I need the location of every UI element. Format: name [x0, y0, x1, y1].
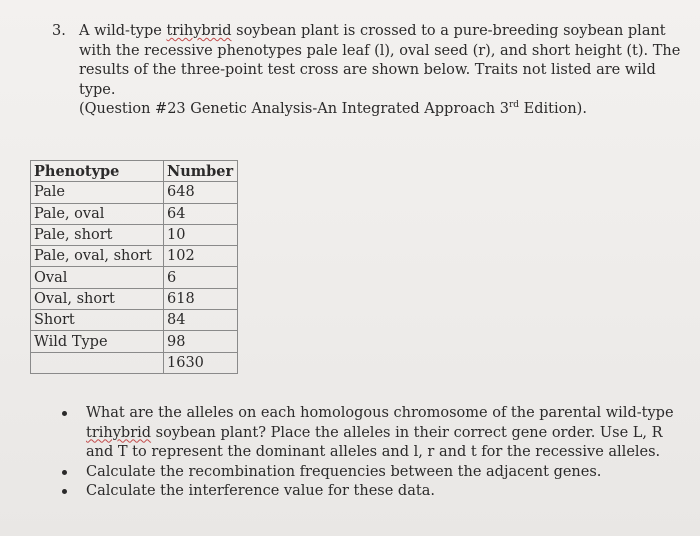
task-1-rest: soybean plant? Place the alleles in their correct gene order. Use L, R and T to represent the dominant alleles and l, r and t for the recessive alleles.: [86, 424, 663, 460]
number-cell: 102: [164, 246, 238, 267]
phenotype-cell: Oval: [31, 267, 164, 288]
total-number-cell: 1630: [164, 352, 238, 373]
phenotype-cell: Pale, short: [31, 224, 164, 245]
question-text-start: A wild-type: [79, 23, 167, 39]
number-cell: 10: [164, 224, 238, 245]
header-number: Number: [164, 161, 238, 182]
number-cell: 64: [164, 203, 238, 224]
header-phenotype: Phenotype: [31, 161, 164, 182]
number-cell: 648: [164, 182, 238, 203]
phenotype-cell: Oval, short: [31, 288, 164, 309]
total-label-cell: [31, 352, 164, 373]
phenotype-cell: Pale, oval: [31, 203, 164, 224]
phenotype-cell: Short: [31, 310, 164, 331]
phenotype-cell: Pale, oval, short: [31, 246, 164, 267]
table-row: [31, 331, 238, 352]
task-3: Calculate the interference value for these data.: [86, 483, 435, 499]
number-cell: 6: [164, 267, 238, 288]
bullet-icon: [62, 411, 67, 416]
table-row: [31, 182, 238, 203]
spellcheck-flagged-word: trihybrid: [86, 424, 152, 441]
table-row: [31, 288, 238, 309]
question-text: [79, 22, 682, 120]
task-1-start: What are the alleles on each homologous chromosome of the parental wild-type: [86, 405, 674, 421]
table-row: [31, 203, 238, 224]
phenotype-table: [30, 160, 238, 374]
number-cell: 98: [164, 331, 238, 352]
number-cell: 618: [164, 288, 238, 309]
question-block: [52, 22, 682, 120]
task-list: [62, 404, 682, 502]
phenotype-cell: Pale: [31, 182, 164, 203]
phenotype-cell: Wild Type: [31, 331, 164, 352]
question-text-rest: soybean plant is crossed to a pure-breeding soybean plant with the recessive phenotypes pale leaf (l), oval seed (r), and short height (t). The results of the three-point test cross are shown below. Traits not listed are wild type.: [79, 23, 681, 98]
table-header-row: [31, 161, 238, 182]
list-item: [62, 463, 682, 483]
bullet-icon: [62, 470, 67, 475]
question-number: 3.: [52, 23, 66, 39]
task-2: Calculate the recombination frequencies between the adjacent genes.: [86, 463, 602, 480]
list-item: [62, 482, 682, 502]
question-citation: (Question #23 Genetic Analysis-An Integrated Approach 3: [79, 101, 509, 117]
list-item: [62, 404, 682, 463]
table-row: [31, 267, 238, 288]
table-row: [31, 310, 238, 331]
table-row: [31, 246, 238, 267]
edition-superscript: rd: [508, 100, 520, 111]
question-citation-end: Edition).: [519, 101, 587, 117]
spellcheck-flagged-word: trihybrid: [166, 23, 232, 39]
number-cell: 84: [164, 310, 238, 331]
bullet-icon: [62, 489, 67, 494]
table-row: [31, 224, 238, 245]
table-total-row: [31, 352, 238, 373]
